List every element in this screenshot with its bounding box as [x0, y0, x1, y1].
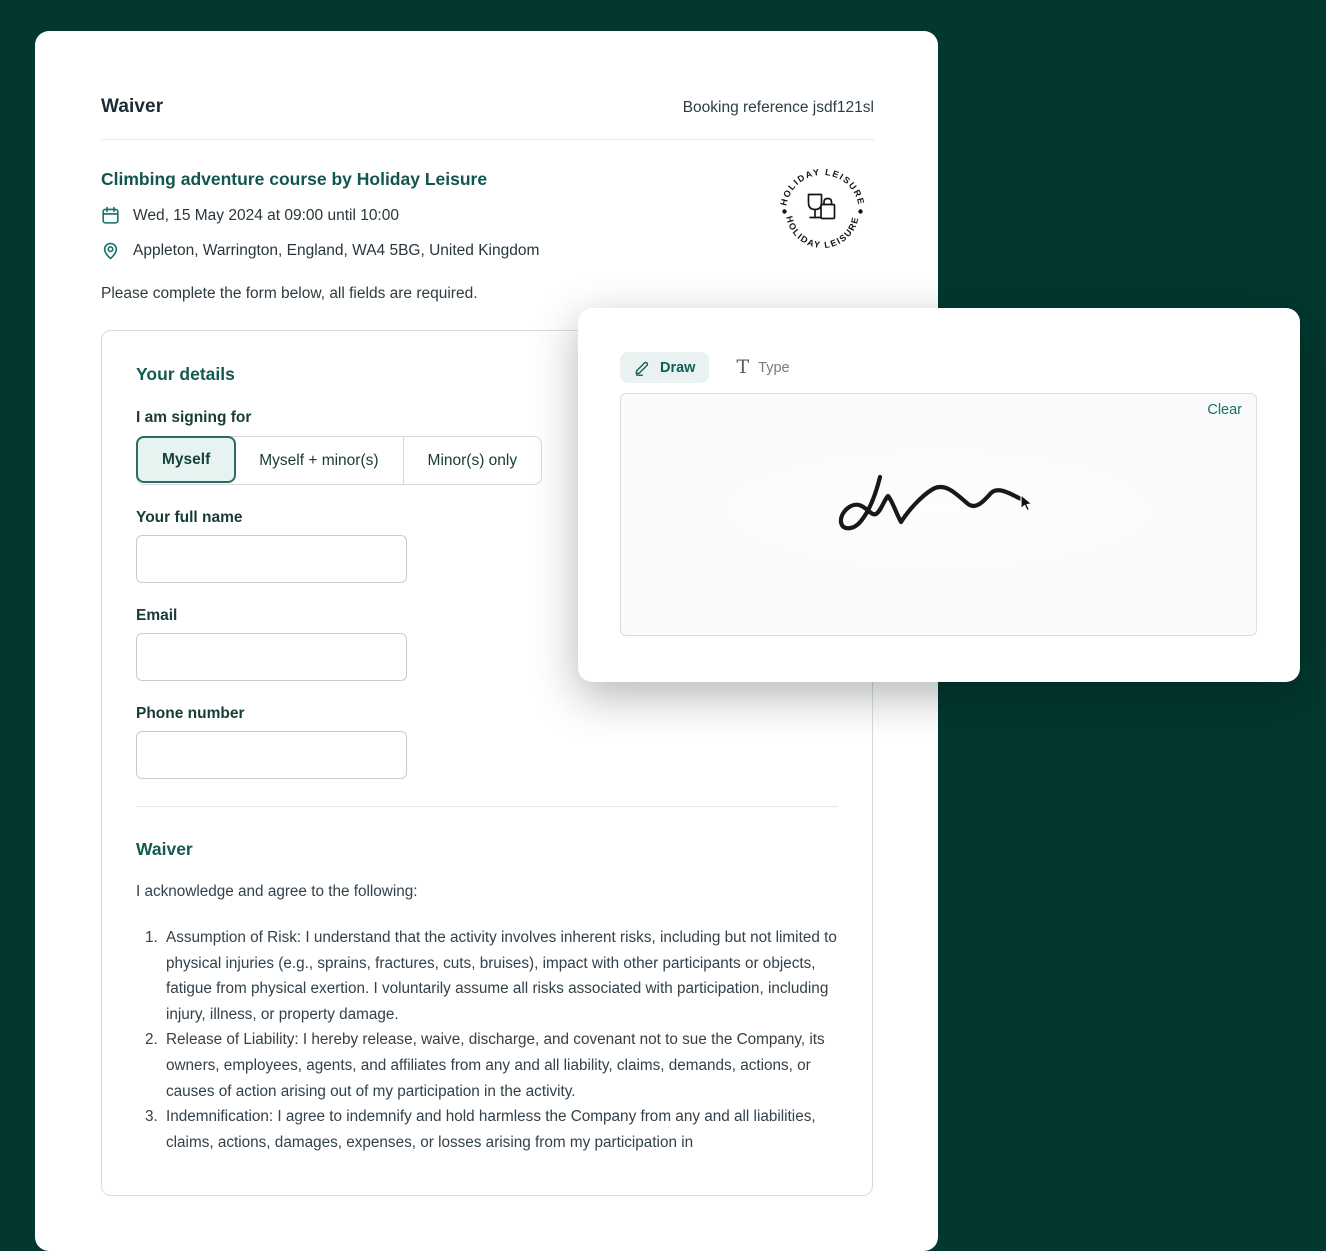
form-divider: [136, 806, 838, 807]
waiver-intro: I acknowledge and agree to the following:: [136, 883, 418, 900]
logo-text-top: HOLIDAY LEISURE: [778, 166, 867, 207]
waiver-section-heading: Waiver: [136, 839, 193, 859]
logo-dot-left: [782, 209, 786, 213]
your-details-heading: Your details: [136, 364, 235, 384]
segment-minors-only[interactable]: Minor(s) only: [404, 437, 542, 484]
signing-for-segmented-control: [136, 436, 542, 485]
tab-type[interactable]: [736, 358, 789, 377]
signing-for-label: I am signing for: [136, 409, 252, 426]
email-label: Email: [136, 607, 178, 624]
page-title: Waiver: [101, 96, 164, 117]
signature-stroke: [841, 477, 1025, 528]
segment-myself[interactable]: Myself: [136, 436, 236, 483]
phone-input[interactable]: [136, 731, 407, 779]
full-name-input[interactable]: [136, 535, 407, 583]
clear-signature-button[interactable]: Clear: [1207, 402, 1242, 418]
waiver-term-3: 3. Indemnification: I agree to indemnify and hold harmless the Company from any and all liabilities, claims, actions, damages, expenses, or losses arising from my participation in: [162, 1104, 842, 1155]
tab-draw[interactable]: [620, 352, 709, 383]
segment-myself-plus-minors[interactable]: Myself + minor(s): [235, 437, 403, 484]
signature-tabs: [620, 352, 1257, 383]
event-location-row: [101, 241, 874, 260]
event-datetime: Wed, 15 May 2024 at 09:00 until 10:00: [133, 206, 399, 224]
event-datetime-row: [101, 206, 874, 225]
card-header: [101, 96, 874, 118]
mouse-cursor-icon: [1020, 494, 1033, 513]
waiver-term-2: 2. Release of Liability: I hereby release, waive, discharge, and covenant not to sue the Company, its owners, employees, agents, and affiliates from any and all liability, claims, demands, actions, or causes of action arising out of my participation in the activity.: [162, 1027, 842, 1104]
logo-dot-right: [858, 209, 862, 213]
event-title: Climbing adventure course by Holiday Leisure: [101, 169, 488, 189]
shopping-bag-icon: [821, 199, 835, 219]
svg-text:HOLIDAY LEISURE: [784, 215, 860, 250]
svg-text:HOLIDAY LEISURE: [778, 167, 866, 207]
form-instruction: Please complete the form below, all fields are required.: [101, 285, 478, 302]
waiver-terms-list: [136, 925, 842, 1155]
full-name-label: Your full name: [136, 509, 243, 526]
holiday-leisure-logo: [775, 164, 870, 259]
header-divider: [101, 139, 874, 140]
phone-label: Phone number: [136, 705, 245, 722]
booking-reference: Booking reference jsdf121sl: [682, 99, 874, 116]
email-input[interactable]: [136, 633, 407, 681]
signature-modal: [578, 308, 1300, 682]
signature-drawing: [621, 394, 1256, 635]
wine-glass-icon: [809, 195, 822, 218]
logo-text-bottom: HOLIDAY LEISURE: [784, 214, 861, 251]
tab-draw-label: Draw: [660, 359, 696, 376]
event-location: Appleton, Warrington, England, WA4 5BG, United Kingdom: [133, 241, 540, 259]
tab-type-label: Type: [758, 359, 790, 376]
serif-t-icon: T: [736, 356, 750, 378]
location-pin-icon: [101, 241, 120, 260]
waiver-term-1: 1. Assumption of Risk: I understand that the activity involves inherent risks, including but not limited to physical injuries (e.g., sprains, fractures, cuts, bruises), impact with other participants or objects, fatigue from physical exertion. I voluntarily assume all risks associated with participation, including injury, illness, or property damage.: [162, 925, 842, 1027]
pen-icon: [634, 359, 651, 376]
calendar-icon: [101, 206, 120, 225]
signature-canvas[interactable]: [620, 393, 1257, 636]
